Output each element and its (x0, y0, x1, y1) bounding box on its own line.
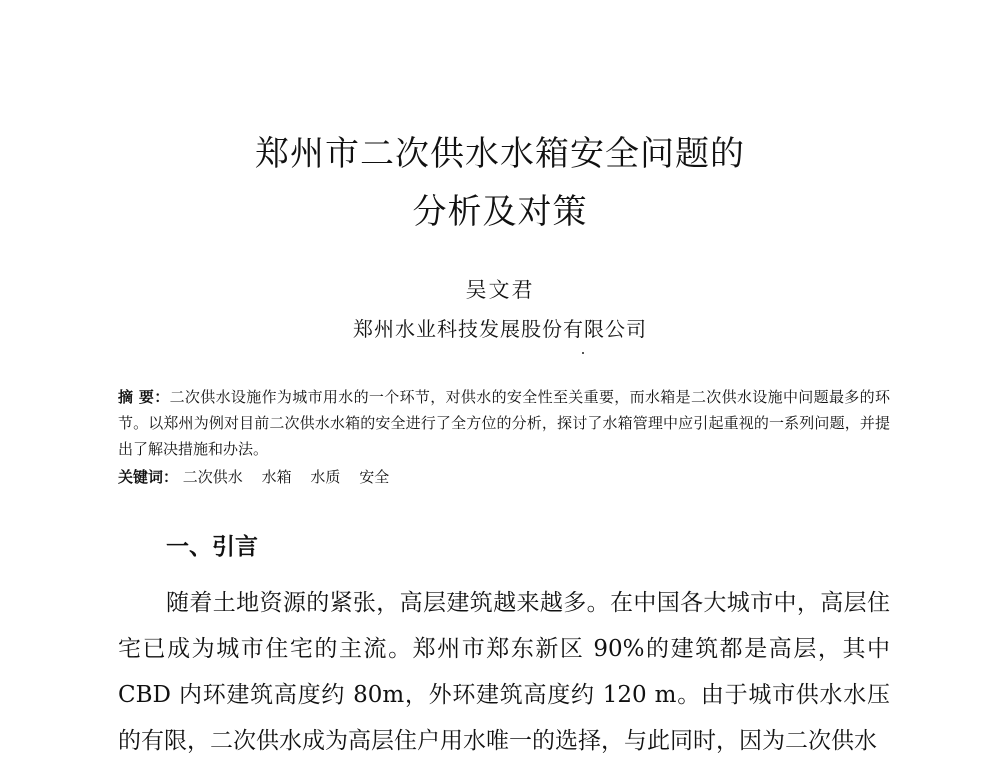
author-name: 吴文君 (465, 278, 535, 302)
paper-title-line1: 郑州市二次供水水箱安全问题的 (255, 134, 745, 174)
keywords (118, 464, 890, 490)
paper-title-line2: 分析及对策 (412, 192, 588, 232)
scan-speck (582, 352, 584, 354)
section-body-paragraph: 随着土地资源的紧张，高层建筑越来越多。在中国各大城市中，高层住宅已成为城市住宅的主流。郑州市郑东新区 90%的建筑都是高层，其中CBD 内环建筑高度约 80m，外环建筑高度约 120 m。由于城市供水水压的有限，二次供水成为高层住户用水唯一的选择，与此同时，因为二次供水 (118, 590, 890, 754)
keyword-item: 水箱 (261, 468, 292, 486)
abstract-label: 摘 要： (118, 388, 170, 406)
section-heading: 一、引言 (166, 534, 258, 560)
abstract-text: 二次供水设施作为城市用水的一个环节，对供水的安全性至关重要，而水箱是二次供水设施中问题最多的环节。以郑州为例对目前二次供水水箱的安全进行了全方位的分析，探讨了水箱管理中应引起重视的一系列问题，并提出了解决措施和办法。 (118, 388, 890, 458)
keyword-item: 安全 (359, 468, 390, 486)
abstract (118, 384, 890, 462)
keywords-label: 关键词： (118, 468, 179, 486)
keyword-item: 水质 (310, 468, 341, 486)
author-affiliation: 郑州水业科技发展股份有限公司 (353, 317, 647, 341)
keyword-item: 二次供水 (182, 468, 243, 486)
